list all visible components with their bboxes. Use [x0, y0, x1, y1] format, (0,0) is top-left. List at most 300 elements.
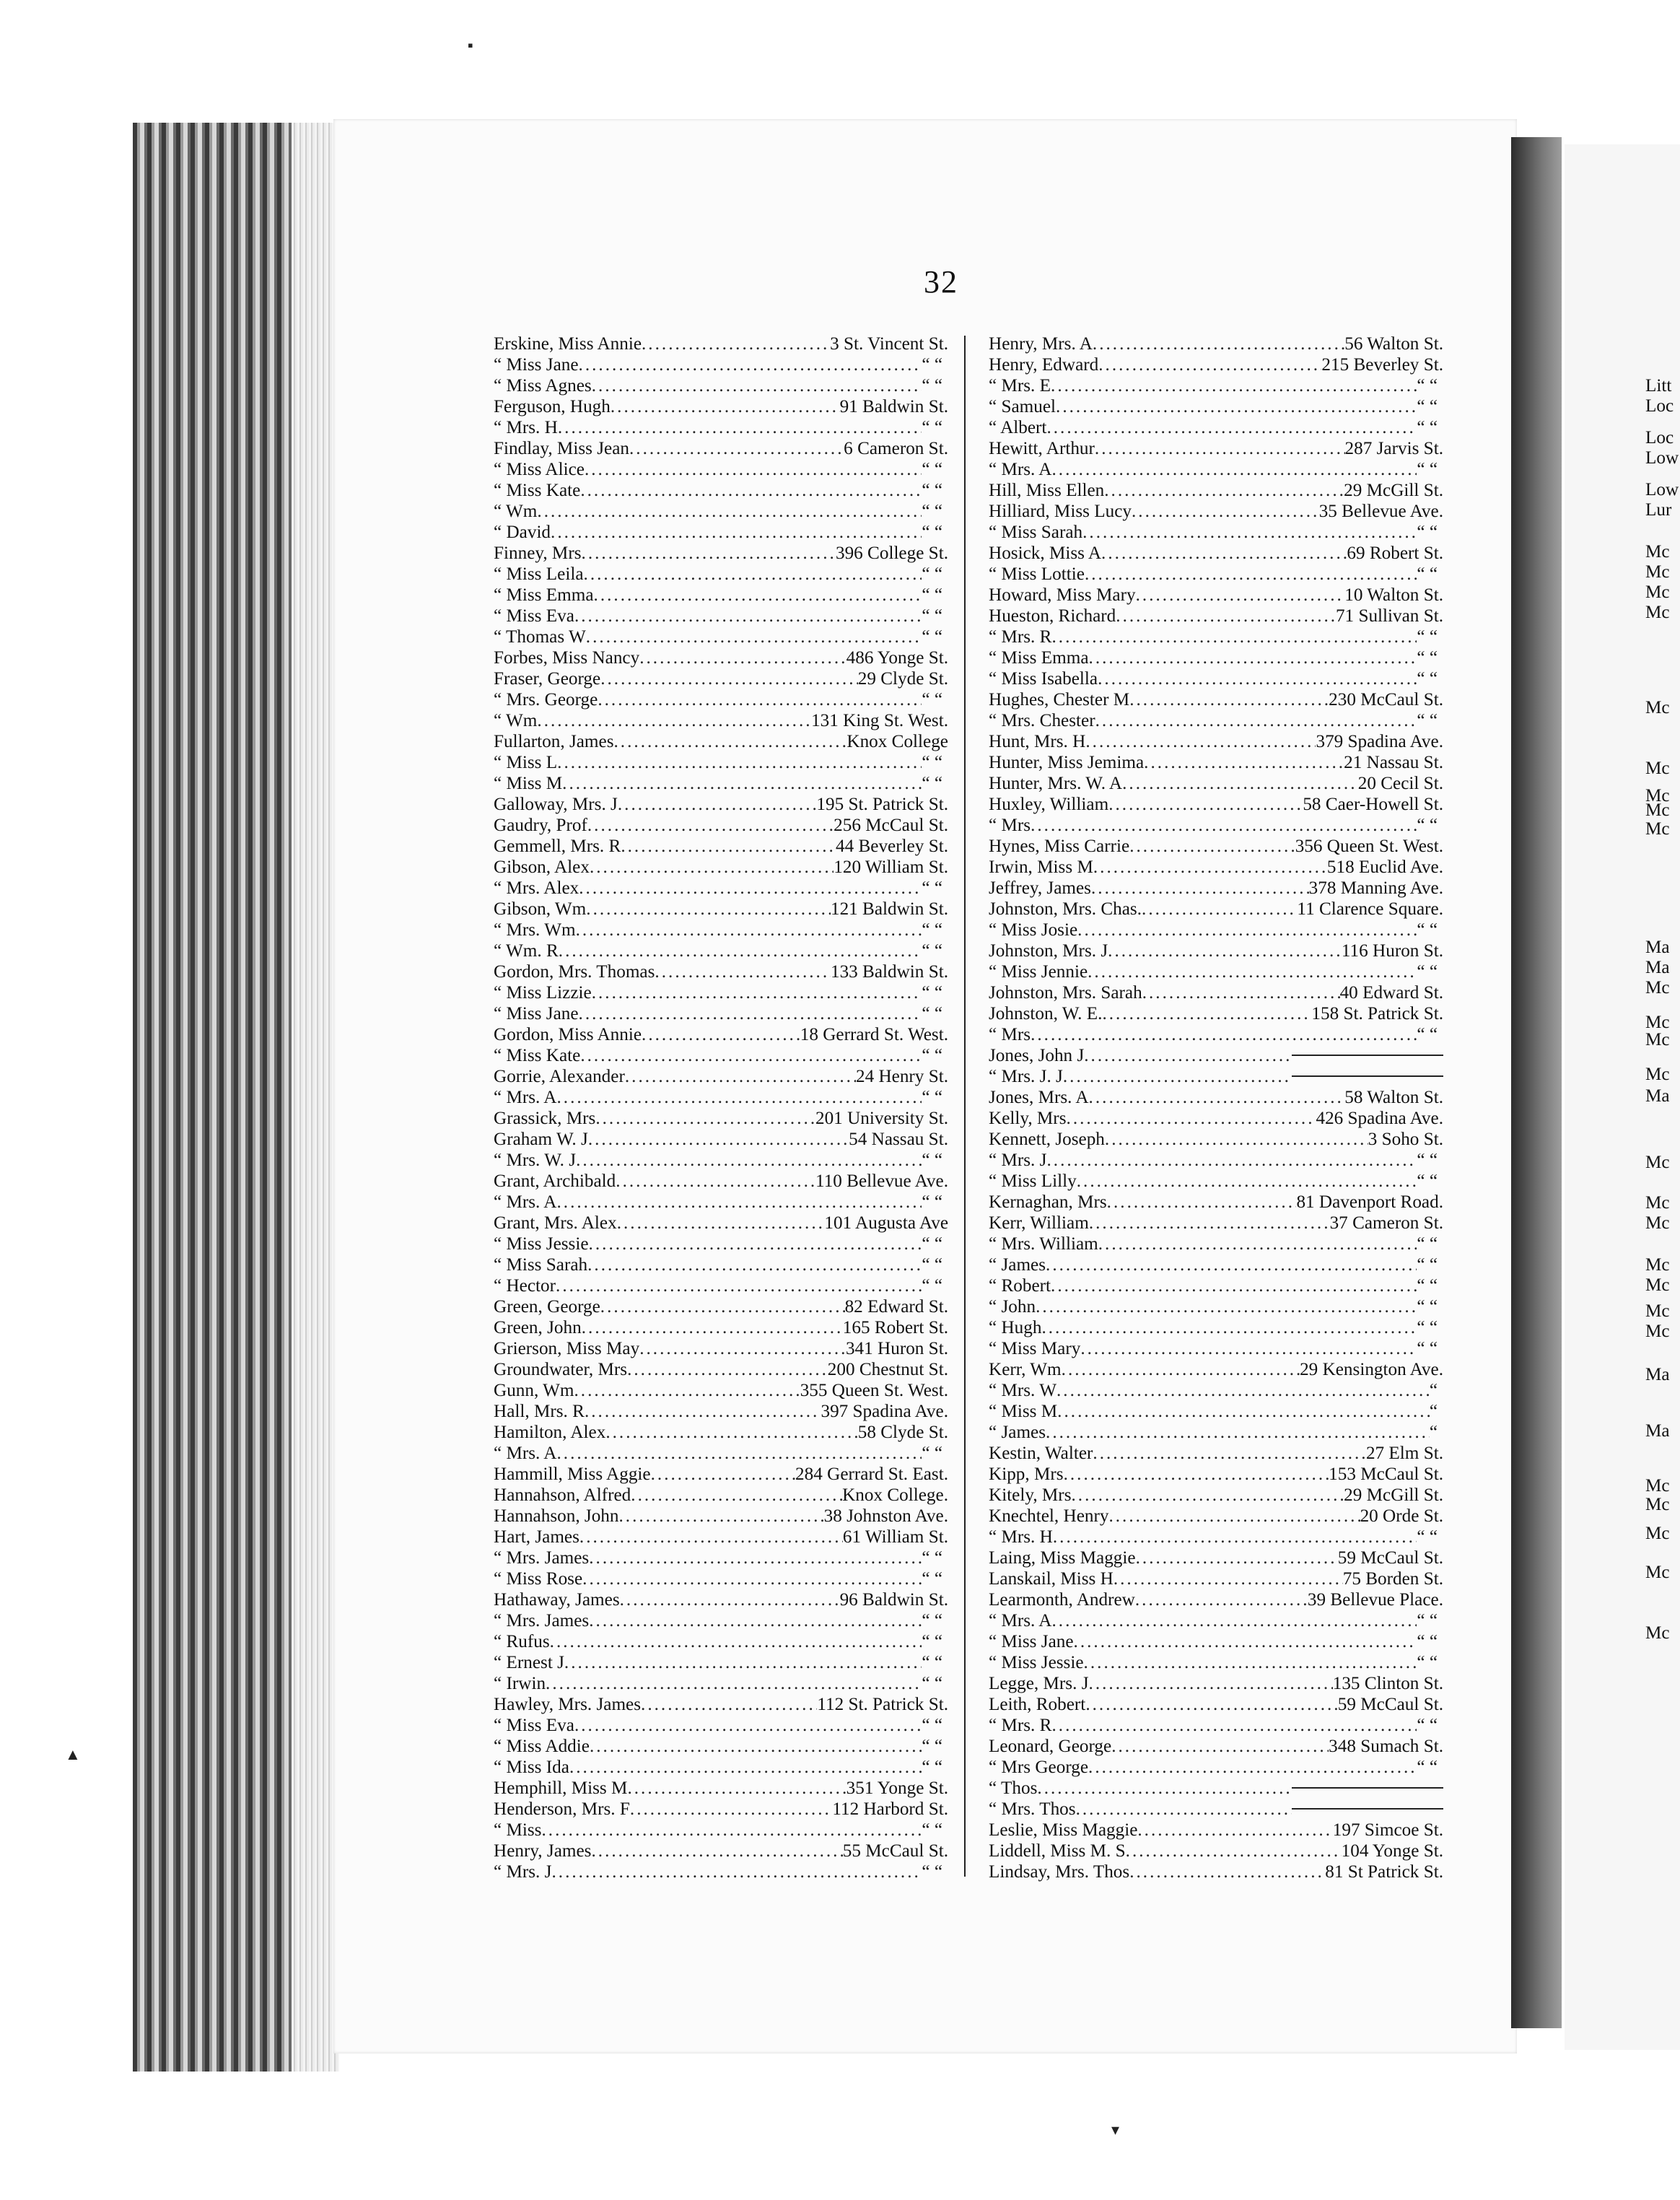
entry-address: 165 Robert St. — [842, 1318, 948, 1337]
scan-speck: ▾ — [1111, 2121, 1120, 2139]
entry-address: “ “ — [922, 1674, 942, 1693]
directory-entry — [494, 752, 948, 773]
entry-address: Knox College — [846, 732, 948, 751]
dot-leader — [588, 1129, 849, 1150]
entry-address — [1292, 1799, 1443, 1820]
entry-name: Legge, Mrs. J — [989, 1674, 1089, 1693]
directory-entry — [989, 1317, 1443, 1338]
directory-entry — [989, 1422, 1443, 1443]
dot-leader — [1126, 1841, 1342, 1861]
dot-leader — [556, 1192, 922, 1213]
dot-leader — [1051, 1610, 1417, 1631]
entry-name: “ Mrs. A — [989, 460, 1052, 479]
entry-address: 10 Walton St. — [1344, 585, 1443, 605]
dot-leader — [594, 585, 922, 606]
entry-address: 75 Borden St. — [1342, 1569, 1443, 1589]
directory-entry — [989, 752, 1443, 773]
entry-address: 38 Johnston Ave. — [823, 1506, 948, 1526]
scan-speck: ▲ — [65, 1745, 81, 1763]
facing-page-fragment: Mc — [1645, 1065, 1670, 1084]
dot-leader — [1095, 710, 1417, 731]
entry-address: “ “ — [922, 1653, 942, 1672]
dot-leader — [589, 1610, 922, 1631]
facing-page-fragment: Mc — [1645, 1322, 1670, 1341]
dot-leader — [1036, 1296, 1417, 1317]
facing-page-fragment: Lur — [1645, 500, 1672, 520]
entry-name: “ Miss Agnes — [494, 376, 592, 396]
facing-page-fragment: Mc — [1645, 786, 1670, 806]
entry-address: 356 Queen St. West. — [1295, 837, 1443, 856]
entry-address: “ “ — [922, 1151, 942, 1170]
dot-leader — [1108, 1506, 1360, 1527]
directory-entry — [989, 1401, 1443, 1422]
entry-address: 6 Cameron St. — [844, 439, 948, 458]
entry-name: Hannahson, Alfred — [494, 1485, 631, 1505]
directory-entry — [494, 333, 948, 354]
entry-address: “ “ — [1417, 1611, 1438, 1631]
dot-leader — [1046, 1150, 1417, 1171]
facing-page-fragment: Mc — [1645, 1623, 1670, 1643]
dot-leader — [655, 961, 831, 982]
dot-leader — [579, 878, 922, 899]
entry-address: 81 Davenport Road. — [1296, 1192, 1443, 1212]
entry-name: “ Mrs. A — [494, 1192, 557, 1212]
directory-entry — [989, 1568, 1443, 1589]
dot-leader — [576, 920, 922, 940]
dot-leader — [1057, 1401, 1430, 1422]
directory-entry — [494, 1359, 948, 1380]
dot-leader — [1077, 1171, 1417, 1192]
entry-name: Hunter, Miss Jemima — [989, 753, 1145, 772]
directory-entry — [494, 1861, 948, 1882]
entry-name: Grierson, Miss May — [494, 1339, 640, 1358]
entry-address: 195 St. Patrick St. — [816, 795, 948, 814]
right-directory-column — [989, 333, 1443, 1882]
directory-entry — [989, 1464, 1443, 1485]
entry-address: 27 Elm St. — [1365, 1444, 1443, 1463]
facing-page-fragment: Mc — [1645, 1013, 1670, 1032]
directory-entry — [494, 438, 948, 459]
facing-page-fragment: Mc — [1645, 1255, 1670, 1275]
entry-name: “ Miss Kate — [494, 481, 581, 500]
facing-page-fragment: Mc — [1645, 759, 1670, 778]
entry-name: “ Miss Jessie — [494, 1234, 589, 1254]
facing-page-fragment: Ma — [1645, 1365, 1670, 1384]
entry-name: Kestin, Walter — [989, 1444, 1093, 1463]
entry-address: “ “ — [1417, 1255, 1438, 1275]
entry-name: Leonard, George — [989, 1737, 1112, 1756]
book-page-edges — [133, 123, 299, 2072]
entry-name: “ Mrs. J. J — [989, 1067, 1063, 1086]
dot-leader — [627, 1778, 846, 1799]
dot-leader — [592, 375, 922, 396]
entry-name: Learmonth, Andrew — [989, 1590, 1135, 1610]
directory-entry — [989, 459, 1443, 480]
entry-address: “ “ — [922, 1758, 942, 1777]
dot-leader — [600, 668, 858, 689]
directory-entry — [989, 585, 1443, 606]
entry-name: “ Mrs. H — [989, 1527, 1053, 1547]
directory-entry — [494, 1841, 948, 1861]
entry-address: 197 Simcoe St. — [1332, 1820, 1443, 1840]
entry-address: 96 Baldwin St. — [839, 1590, 948, 1610]
dot-leader — [537, 710, 811, 731]
entry-address: “ “ — [922, 585, 942, 605]
entry-name: “ Mrs — [989, 816, 1031, 835]
entry-address: “ “ — [922, 1632, 942, 1651]
dot-leader — [582, 1317, 843, 1338]
dot-leader — [1135, 1589, 1308, 1610]
dot-leader — [1062, 1359, 1300, 1380]
directory-entry — [989, 501, 1443, 522]
directory-entry — [989, 1589, 1443, 1610]
entry-name: “ Mrs. W — [989, 1381, 1056, 1400]
entry-name: “ Wm. R — [494, 941, 559, 961]
entry-name: Jones, John J — [989, 1046, 1085, 1065]
directory-entry — [494, 1275, 948, 1296]
facing-page-fragment: Mc — [1645, 1153, 1670, 1172]
entry-name: “ Mrs. A — [494, 1088, 557, 1107]
entry-address: 355 Queen St. West. — [800, 1381, 948, 1400]
directory-entry — [989, 1506, 1443, 1527]
entry-name: Green, John — [494, 1318, 582, 1337]
dot-leader — [1067, 1108, 1316, 1129]
entry-name: “ Miss Jane — [494, 1004, 579, 1023]
dot-leader — [579, 1003, 922, 1024]
entry-name: Huxley, William — [989, 795, 1109, 814]
directory-entry — [494, 794, 948, 815]
directory-entry — [494, 1799, 948, 1820]
dot-leader — [651, 1464, 795, 1485]
dot-leader — [1046, 1254, 1417, 1275]
dot-leader — [1046, 417, 1417, 438]
entry-name: “ Albert — [989, 418, 1047, 437]
dot-leader — [579, 1527, 843, 1548]
dot-leader — [1095, 438, 1345, 459]
entry-address: 348 Sumach St. — [1329, 1737, 1443, 1756]
entry-address: 58 Caer-Howell St. — [1303, 795, 1443, 814]
entry-name: Johnston, Mrs. J — [989, 941, 1108, 961]
directory-entry — [494, 1024, 948, 1045]
dot-leader — [1084, 1045, 1292, 1066]
directory-entry — [989, 1485, 1443, 1506]
dot-leader — [1063, 1066, 1292, 1087]
dot-leader — [625, 1066, 856, 1087]
dot-leader — [605, 1422, 857, 1443]
directory-entry — [494, 585, 948, 606]
entry-address: “ “ — [922, 627, 942, 647]
dot-leader — [1089, 1213, 1330, 1234]
entry-name: “ Miss Ida — [494, 1758, 569, 1777]
directory-entry — [989, 1108, 1443, 1129]
directory-entry — [494, 1401, 948, 1422]
dot-leader — [1098, 1234, 1417, 1254]
dot-leader — [541, 1820, 922, 1841]
entry-address: “ “ — [922, 1004, 942, 1023]
entry-name: “ John — [989, 1297, 1036, 1317]
entry-name: “ Miss Jane — [989, 1632, 1074, 1651]
entry-address: “ “ — [922, 1234, 942, 1254]
dot-leader — [1080, 1338, 1417, 1359]
directory-entry — [494, 1254, 948, 1275]
entry-address: 37 Cameron St. — [1329, 1213, 1443, 1233]
directory-entry — [989, 647, 1443, 668]
dot-leader — [590, 1736, 922, 1757]
facing-page-fragment: Loc — [1645, 428, 1674, 448]
entry-address: “ “ — [1417, 418, 1438, 437]
book-gutter-shadow — [1511, 137, 1562, 2028]
directory-entry — [494, 501, 948, 522]
entry-name: Hemphill, Miss M — [494, 1778, 628, 1798]
entry-name: Hall, Mrs. R — [494, 1402, 585, 1421]
entry-name: Henry, Edward — [989, 355, 1099, 375]
entry-name: “ Wm — [494, 502, 538, 521]
entry-name: Laing, Miss Maggie — [989, 1548, 1136, 1568]
entry-address: 135 Clinton St. — [1332, 1674, 1443, 1693]
dot-leader — [574, 606, 922, 627]
entry-address: “ “ — [922, 1255, 942, 1275]
dot-leader — [559, 940, 922, 961]
entry-name: “ Miss M — [989, 1402, 1058, 1421]
directory-entry — [989, 1861, 1443, 1882]
directory-entry — [989, 1338, 1443, 1359]
entry-name: “ Mrs. R — [989, 1716, 1052, 1735]
entry-name: “ Mrs. J — [989, 1151, 1047, 1170]
directory-entry — [989, 940, 1443, 961]
entry-name: Kelly, Mrs — [989, 1109, 1067, 1128]
entry-address: “ “ — [922, 460, 942, 479]
entry-address: “ “ — [1417, 397, 1438, 416]
entry-address: “ “ — [1417, 669, 1438, 689]
dot-leader — [1108, 940, 1342, 961]
entry-name: Johnston, Mrs. Sarah — [989, 983, 1142, 1003]
dot-leader — [614, 731, 847, 752]
entry-name: “ Mrs. R — [989, 627, 1052, 647]
entry-address: 112 Harbord St. — [832, 1799, 948, 1819]
dot-leader — [1111, 1736, 1329, 1757]
entry-name: Hynes, Miss Carrie — [989, 837, 1130, 856]
entry-address: “ “ — [922, 376, 942, 396]
dot-leader — [1093, 1443, 1366, 1464]
dot-leader — [629, 438, 844, 459]
entry-address: 230 McCaul St. — [1329, 690, 1443, 710]
entry-name: “ Miss Sarah — [989, 523, 1083, 542]
entry-address: “ “ — [1417, 460, 1438, 479]
directory-entry — [989, 480, 1443, 501]
entry-address: “ “ — [922, 481, 942, 500]
entry-address: 54 Nassau St. — [849, 1130, 948, 1149]
dot-leader — [1104, 480, 1344, 501]
entry-address: “ “ — [1417, 648, 1438, 668]
directory-entry — [989, 689, 1443, 710]
entry-name: Grassick, Mrs — [494, 1109, 596, 1128]
facing-page-fragment: Ma — [1645, 938, 1670, 957]
entry-address — [1292, 1045, 1443, 1066]
dot-leader — [1085, 564, 1417, 585]
dot-leader — [1122, 773, 1358, 794]
dot-leader — [551, 1861, 922, 1882]
column-divider-rule — [964, 336, 966, 1877]
directory-entry — [494, 1422, 948, 1443]
directory-entry — [989, 773, 1443, 794]
entry-address: 104 Yonge St. — [1341, 1841, 1443, 1861]
entry-name: Howard, Miss Mary — [989, 585, 1136, 605]
directory-entry — [494, 396, 948, 417]
dot-leader — [641, 1694, 817, 1715]
entry-name: Hammill, Miss Aggie — [494, 1465, 651, 1484]
entry-address: Knox College. — [842, 1485, 948, 1505]
directory-entry — [494, 1338, 948, 1359]
dot-leader — [1105, 1129, 1368, 1150]
directory-entry — [494, 1234, 948, 1254]
entry-address: 56 Walton St. — [1344, 334, 1443, 354]
entry-address: “ “ — [1417, 920, 1438, 940]
entry-name: Lanskail, Miss H — [989, 1569, 1114, 1589]
entry-name: “ Ernest J — [494, 1653, 564, 1672]
dot-leader — [586, 627, 922, 647]
address-dash-rule — [1292, 1055, 1443, 1056]
facing-page-fragment: Litt — [1645, 376, 1672, 396]
entry-address: 29 McGill St. — [1344, 481, 1443, 500]
dot-leader — [1082, 522, 1417, 543]
directory-entry — [494, 1527, 948, 1548]
directory-entry — [989, 606, 1443, 627]
entry-address: “ “ — [1417, 816, 1438, 835]
entry-address: 58 Clyde St. — [857, 1423, 948, 1442]
entry-address: “ “ — [922, 1548, 942, 1568]
dot-leader — [1089, 1087, 1345, 1108]
entry-name: “ Miss Emma — [494, 585, 594, 605]
facing-page-fragment: Mc — [1645, 1193, 1670, 1213]
entry-name: Hathaway, James — [494, 1590, 620, 1610]
dot-leader — [1084, 1652, 1417, 1673]
entry-address: 81 St Patrick St. — [1325, 1862, 1443, 1882]
entry-name: Hughes, Chester M — [989, 690, 1130, 710]
directory-entry — [494, 836, 948, 857]
entry-name: Jones, Mrs. A — [989, 1088, 1089, 1107]
entry-name: Hannahson, John — [494, 1506, 619, 1526]
entry-name: “ Miss Addie — [494, 1737, 590, 1756]
dot-leader — [1102, 1003, 1311, 1024]
entry-address: 133 Baldwin St. — [830, 962, 948, 982]
entry-name: Lindsay, Mrs. Thos — [989, 1862, 1130, 1882]
entry-name: “ Irwin — [494, 1674, 546, 1693]
directory-entry — [989, 1820, 1443, 1841]
directory-entry — [989, 899, 1443, 920]
directory-entry — [989, 1715, 1443, 1736]
entry-name: Hart, James — [494, 1527, 579, 1547]
dot-leader — [576, 1150, 922, 1171]
entry-name: “ Mrs. James — [494, 1611, 590, 1631]
entry-address: 341 Huron St. — [845, 1339, 948, 1358]
entry-name: Gemmell, Mrs. R — [494, 837, 621, 856]
entry-address: “ “ — [922, 1088, 942, 1107]
entry-name: “ Miss Lizzie — [494, 983, 592, 1003]
entry-name: Fullarton, James — [494, 732, 614, 751]
entry-name: “ Wm — [494, 711, 538, 730]
entry-name: “ Rufus — [494, 1632, 550, 1651]
entry-name: “ Hugh — [989, 1318, 1042, 1337]
entry-name: Knechtel, Henry — [989, 1506, 1109, 1526]
entry-address: “ “ — [922, 1737, 942, 1756]
directory-entry — [989, 1610, 1443, 1631]
entry-name: Fraser, George — [494, 669, 601, 689]
entry-name: “ Mrs. A — [989, 1611, 1052, 1631]
directory-entry — [989, 1129, 1443, 1150]
entry-address — [1292, 1778, 1443, 1799]
entry-address: 71 Sullivan St. — [1335, 606, 1443, 626]
entry-name: “ Mrs. James — [494, 1548, 590, 1568]
dot-leader — [584, 564, 922, 585]
entry-name: Gordon, Miss Annie — [494, 1025, 642, 1044]
entry-address: 39 Bellevue Place. — [1307, 1590, 1443, 1610]
entry-name: “ Robert — [989, 1276, 1051, 1296]
dot-leader — [1031, 815, 1417, 836]
directory-entry — [989, 731, 1443, 752]
entry-address: “ “ — [1417, 962, 1438, 982]
facing-page-fragment: Loc — [1645, 396, 1674, 416]
facing-page-fragment: Mc — [1645, 978, 1670, 998]
dot-leader — [1142, 899, 1297, 920]
directory-entry — [989, 1359, 1443, 1380]
directory-entry — [494, 982, 948, 1003]
entry-address: 44 Beverley St. — [836, 837, 948, 856]
dot-leader — [600, 1296, 845, 1317]
entry-address: 20 Orde St. — [1360, 1506, 1443, 1526]
entry-address: 201 University St. — [815, 1109, 948, 1128]
entry-name: Hilliard, Miss Lucy — [989, 502, 1132, 521]
entry-address: 61 William St. — [842, 1527, 948, 1547]
dot-leader — [1136, 1548, 1338, 1568]
entry-name: “ Miss Rose — [494, 1569, 583, 1589]
dot-leader — [574, 1380, 800, 1401]
entry-address: “ “ — [1417, 1716, 1438, 1735]
dot-leader — [582, 543, 836, 564]
dot-leader — [580, 1045, 922, 1066]
entry-address: “ “ — [922, 418, 942, 437]
facing-page-fragment: Ma — [1645, 958, 1670, 977]
directory-entry — [989, 417, 1443, 438]
entry-name: “ Samuel — [989, 397, 1056, 416]
facing-page-fragment: Mc — [1645, 1524, 1670, 1543]
entry-name: Green, George — [494, 1297, 600, 1317]
dot-leader — [1091, 878, 1309, 899]
facing-page-fragment: Mc — [1645, 1563, 1670, 1582]
entry-name: “ James — [989, 1423, 1046, 1442]
dot-leader — [1077, 920, 1417, 940]
entry-address: “ — [1429, 1402, 1438, 1421]
directory-entry — [989, 1736, 1443, 1757]
entry-address: “ “ — [922, 1276, 942, 1296]
entry-name: Forbes, Miss Nancy — [494, 648, 640, 668]
entry-address: 29 Kensington Ave. — [1300, 1360, 1443, 1379]
dot-leader — [1072, 1485, 1344, 1506]
directory-entry — [989, 438, 1443, 459]
dot-leader — [1089, 1673, 1333, 1694]
dot-leader — [589, 1548, 922, 1568]
directory-entry — [494, 940, 948, 961]
entry-address: 121 Baldwin St. — [830, 899, 948, 919]
directory-entry — [989, 668, 1443, 689]
dot-leader — [1041, 1317, 1417, 1338]
entry-address: “ “ — [922, 1611, 942, 1631]
dot-leader — [537, 501, 922, 522]
directory-entry — [494, 1778, 948, 1799]
directory-entry — [989, 1275, 1443, 1296]
dot-leader — [586, 899, 831, 920]
directory-entry — [494, 564, 948, 585]
entry-name: Henry, James — [494, 1841, 592, 1861]
